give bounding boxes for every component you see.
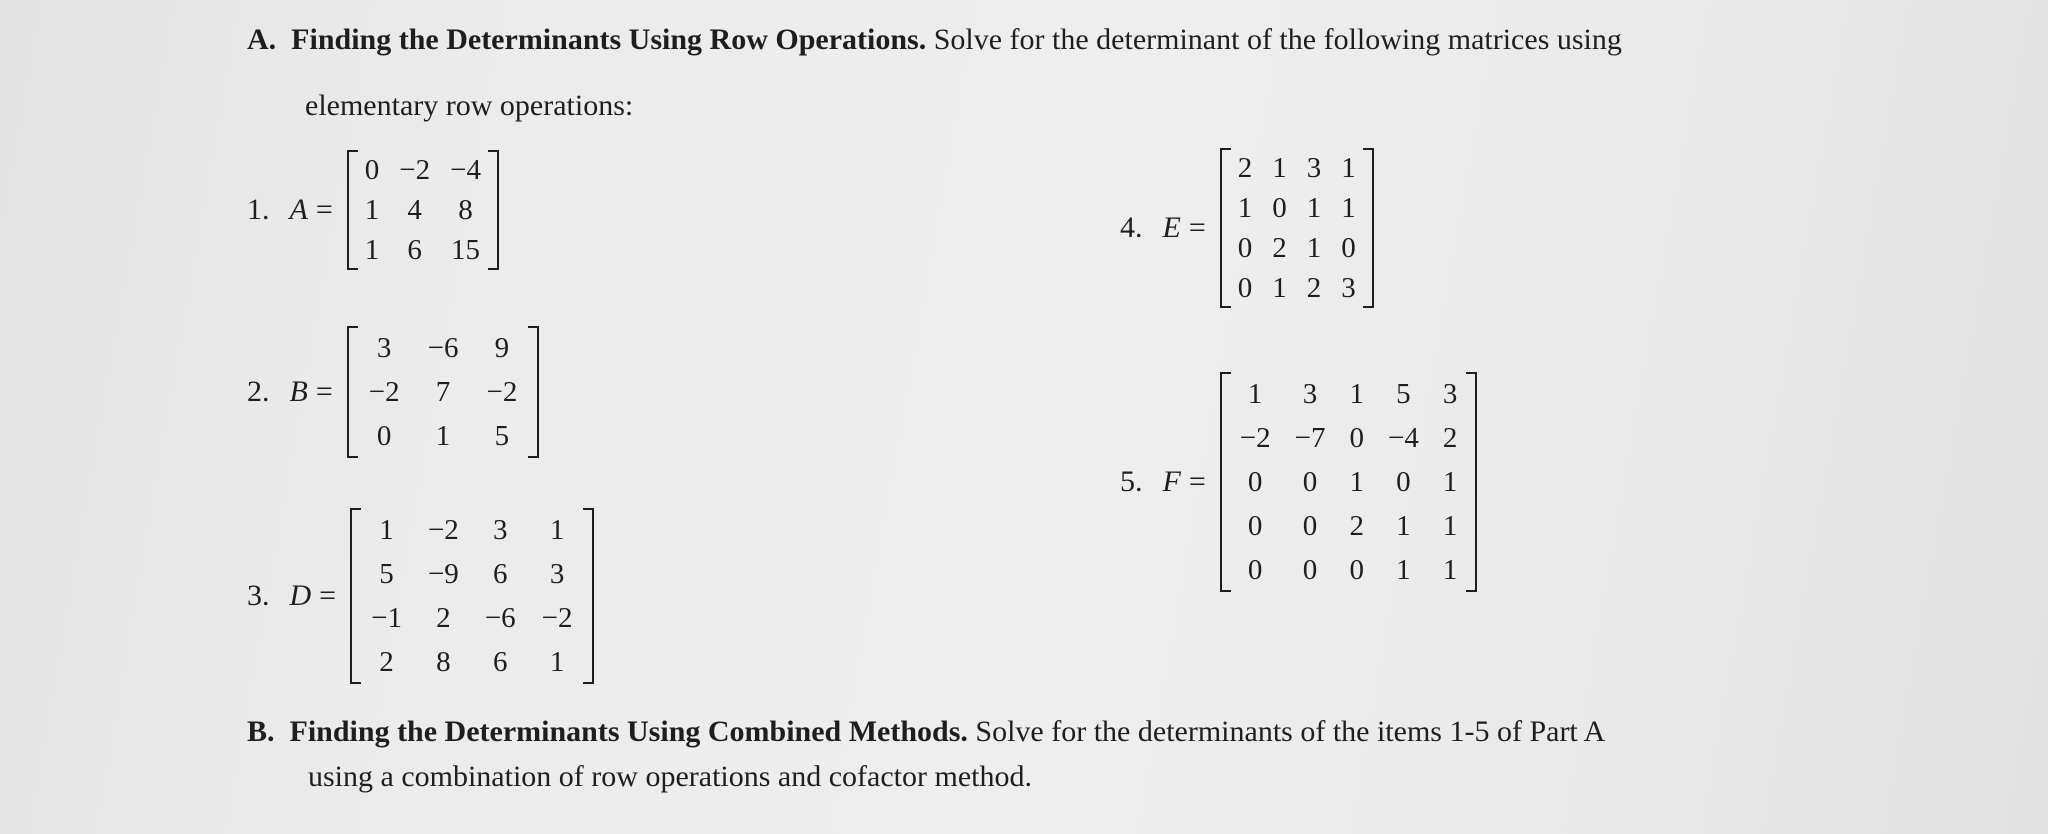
matrix-name: A [289,193,308,226]
matrix-entry: 1 [1349,466,1364,498]
matrix-entry: 0 [1237,272,1253,304]
matrix-entry: 1 [1442,554,1458,586]
matrix-entry: 0 [1302,554,1318,586]
matrix-row [1228,460,1470,504]
matrix-name: F [1162,465,1181,498]
matrix-entry: 0 [364,154,380,186]
matrix-b [347,326,540,458]
matrix-entry: 1 [1247,378,1263,410]
matrix-entry: 0 [1247,466,1263,498]
matrix-entry: 4 [407,194,422,226]
matrix-entry: 2 [1237,152,1253,184]
part-b-instruction-continued: using a combination of row operations and cofactor method. [308,760,1032,793]
problem-number: 2. [247,375,270,408]
part-a-heading [247,18,1622,62]
equals-sign: = [315,193,333,226]
matrix-entry: 1 [549,646,565,678]
matrix-row [1228,416,1470,460]
matrix-entry: −9 [427,558,459,590]
matrix-entry: −6 [427,332,459,364]
matrix-d [350,508,593,684]
matrix-a [347,150,499,270]
part-a-title: Finding the Determinants Using Row Operations. [291,23,927,56]
problem-number: 5. [1120,465,1143,498]
matrix-row [358,640,585,684]
matrix-entry: 1 [1396,554,1411,586]
matrix-entry: 3 [549,558,565,590]
problem-1 [247,150,499,270]
matrix-entry: 1 [435,420,451,452]
matrix-entry: −2 [399,154,431,186]
matrix-entry: 0 [1247,554,1263,586]
matrix-entry: 6 [407,234,422,266]
matrix-entry: −4 [450,154,481,186]
matrix-row [355,190,491,230]
problem-number: 1. [247,193,270,226]
matrix-entry: −4 [1387,422,1419,454]
matrix-e [1220,148,1374,308]
matrix-entry: −1 [371,602,402,634]
matrix-name: B [289,375,308,408]
part-a-instruction-continued: elementary row operations: [305,89,634,122]
equals-sign: = [319,579,337,612]
matrix-entry: 3 [1306,152,1322,184]
problem-4 [1120,148,1374,308]
matrix-entry: 5 [494,420,510,452]
matrix-entry: 1 [1442,510,1458,542]
matrix-row [1228,548,1470,592]
matrix-entry: 15 [451,234,481,266]
problem-5 [1120,372,1477,592]
matrix-entry: 0 [376,420,392,452]
part-a-label: A. [247,23,277,56]
part-a-instruction: Solve for the determinant of the following matrices using [926,23,1622,56]
matrix-row [358,596,585,640]
matrix-entry: 0 [1341,232,1356,264]
matrix-entry: 3 [1302,378,1318,410]
matrix-entry: 3 [1442,378,1458,410]
matrix-row [1228,228,1366,268]
matrix-entry: −2 [1239,422,1271,454]
matrix-entry: 0 [1302,466,1318,498]
matrix-entry: 2 [1442,422,1458,454]
matrix-entry: −2 [427,514,459,546]
matrix-row [1228,372,1470,416]
matrix-entry: 1 [1341,152,1356,184]
matrix-entry: 1 [1442,466,1458,498]
matrix-entry: 0 [1272,192,1287,224]
matrix-entry: 0 [1396,466,1411,498]
equals-sign: = [1188,465,1206,498]
matrix-entry: 6 [492,558,508,590]
matrix-entry: 1 [364,194,380,226]
matrix-entry: 9 [494,332,510,364]
matrix-entry: 2 [1272,232,1287,264]
matrix-row [1228,188,1366,228]
matrix-row [355,150,491,190]
matrix-entry: 0 [1349,554,1364,586]
matrix-entry: 1 [379,514,394,546]
matrix-entry: 1 [1237,192,1253,224]
matrix-entry: 1 [1349,378,1364,410]
matrix-entry: −2 [541,602,573,634]
matrix-row [355,414,532,458]
matrix-row [355,370,532,414]
matrix-row [358,508,585,552]
matrix-entry: 5 [379,558,394,590]
equals-sign: = [315,375,333,408]
matrix-row [1228,268,1366,308]
matrix-entry: 3 [492,514,508,546]
matrix-name: E [1162,211,1181,244]
matrix-entry: −6 [484,602,516,634]
matrix-entry: 1 [1341,192,1356,224]
matrix-entry: 0 [1349,422,1364,454]
matrix-entry: −2 [486,376,518,408]
matrix-entry: 8 [436,646,451,678]
matrix-entry: 8 [458,194,473,226]
matrix-entry: 0 [1302,510,1318,542]
matrix-row [355,326,532,370]
matrix-entry: 1 [364,234,380,266]
matrix-name: D [289,579,312,612]
matrix-entry: 3 [376,332,392,364]
matrix-entry: 1 [549,514,565,546]
matrix-entry: 2 [379,646,394,678]
matrix-entry: 1 [1272,152,1287,184]
part-b-instruction: Solve for the determinants of the items 1-5 of Part A [967,715,1606,748]
part-b-label: B. [247,715,275,748]
equals-sign: = [1188,211,1206,244]
matrix-entry: −2 [368,376,400,408]
problem-number: 4. [1120,211,1143,244]
part-b-title: Finding the Determinants Using Combined Methods. [289,715,968,748]
matrix-row [358,552,585,596]
matrix-entry: 7 [435,376,451,408]
matrix-entry: 1 [1306,232,1322,264]
matrix-row [1228,148,1366,188]
matrix-entry: 2 [436,602,451,634]
matrix-f [1220,372,1478,592]
matrix-entry: 2 [1349,510,1364,542]
matrix-entry: 0 [1247,510,1263,542]
matrix-entry: 6 [492,646,508,678]
matrix-entry: 1 [1396,510,1411,542]
problem-3 [247,508,594,684]
matrix-entry: 2 [1306,272,1322,304]
matrix-entry: 1 [1306,192,1322,224]
part-b-heading [247,710,1605,754]
problem-number: 3. [247,579,270,612]
matrix-row [355,230,491,270]
matrix-entry: −7 [1294,422,1326,454]
problem-2 [247,326,539,458]
matrix-entry: 1 [1272,272,1287,304]
matrix-entry: 5 [1396,378,1411,410]
matrix-entry: 3 [1341,272,1356,304]
matrix-entry: 0 [1237,232,1253,264]
matrix-row [1228,504,1470,548]
